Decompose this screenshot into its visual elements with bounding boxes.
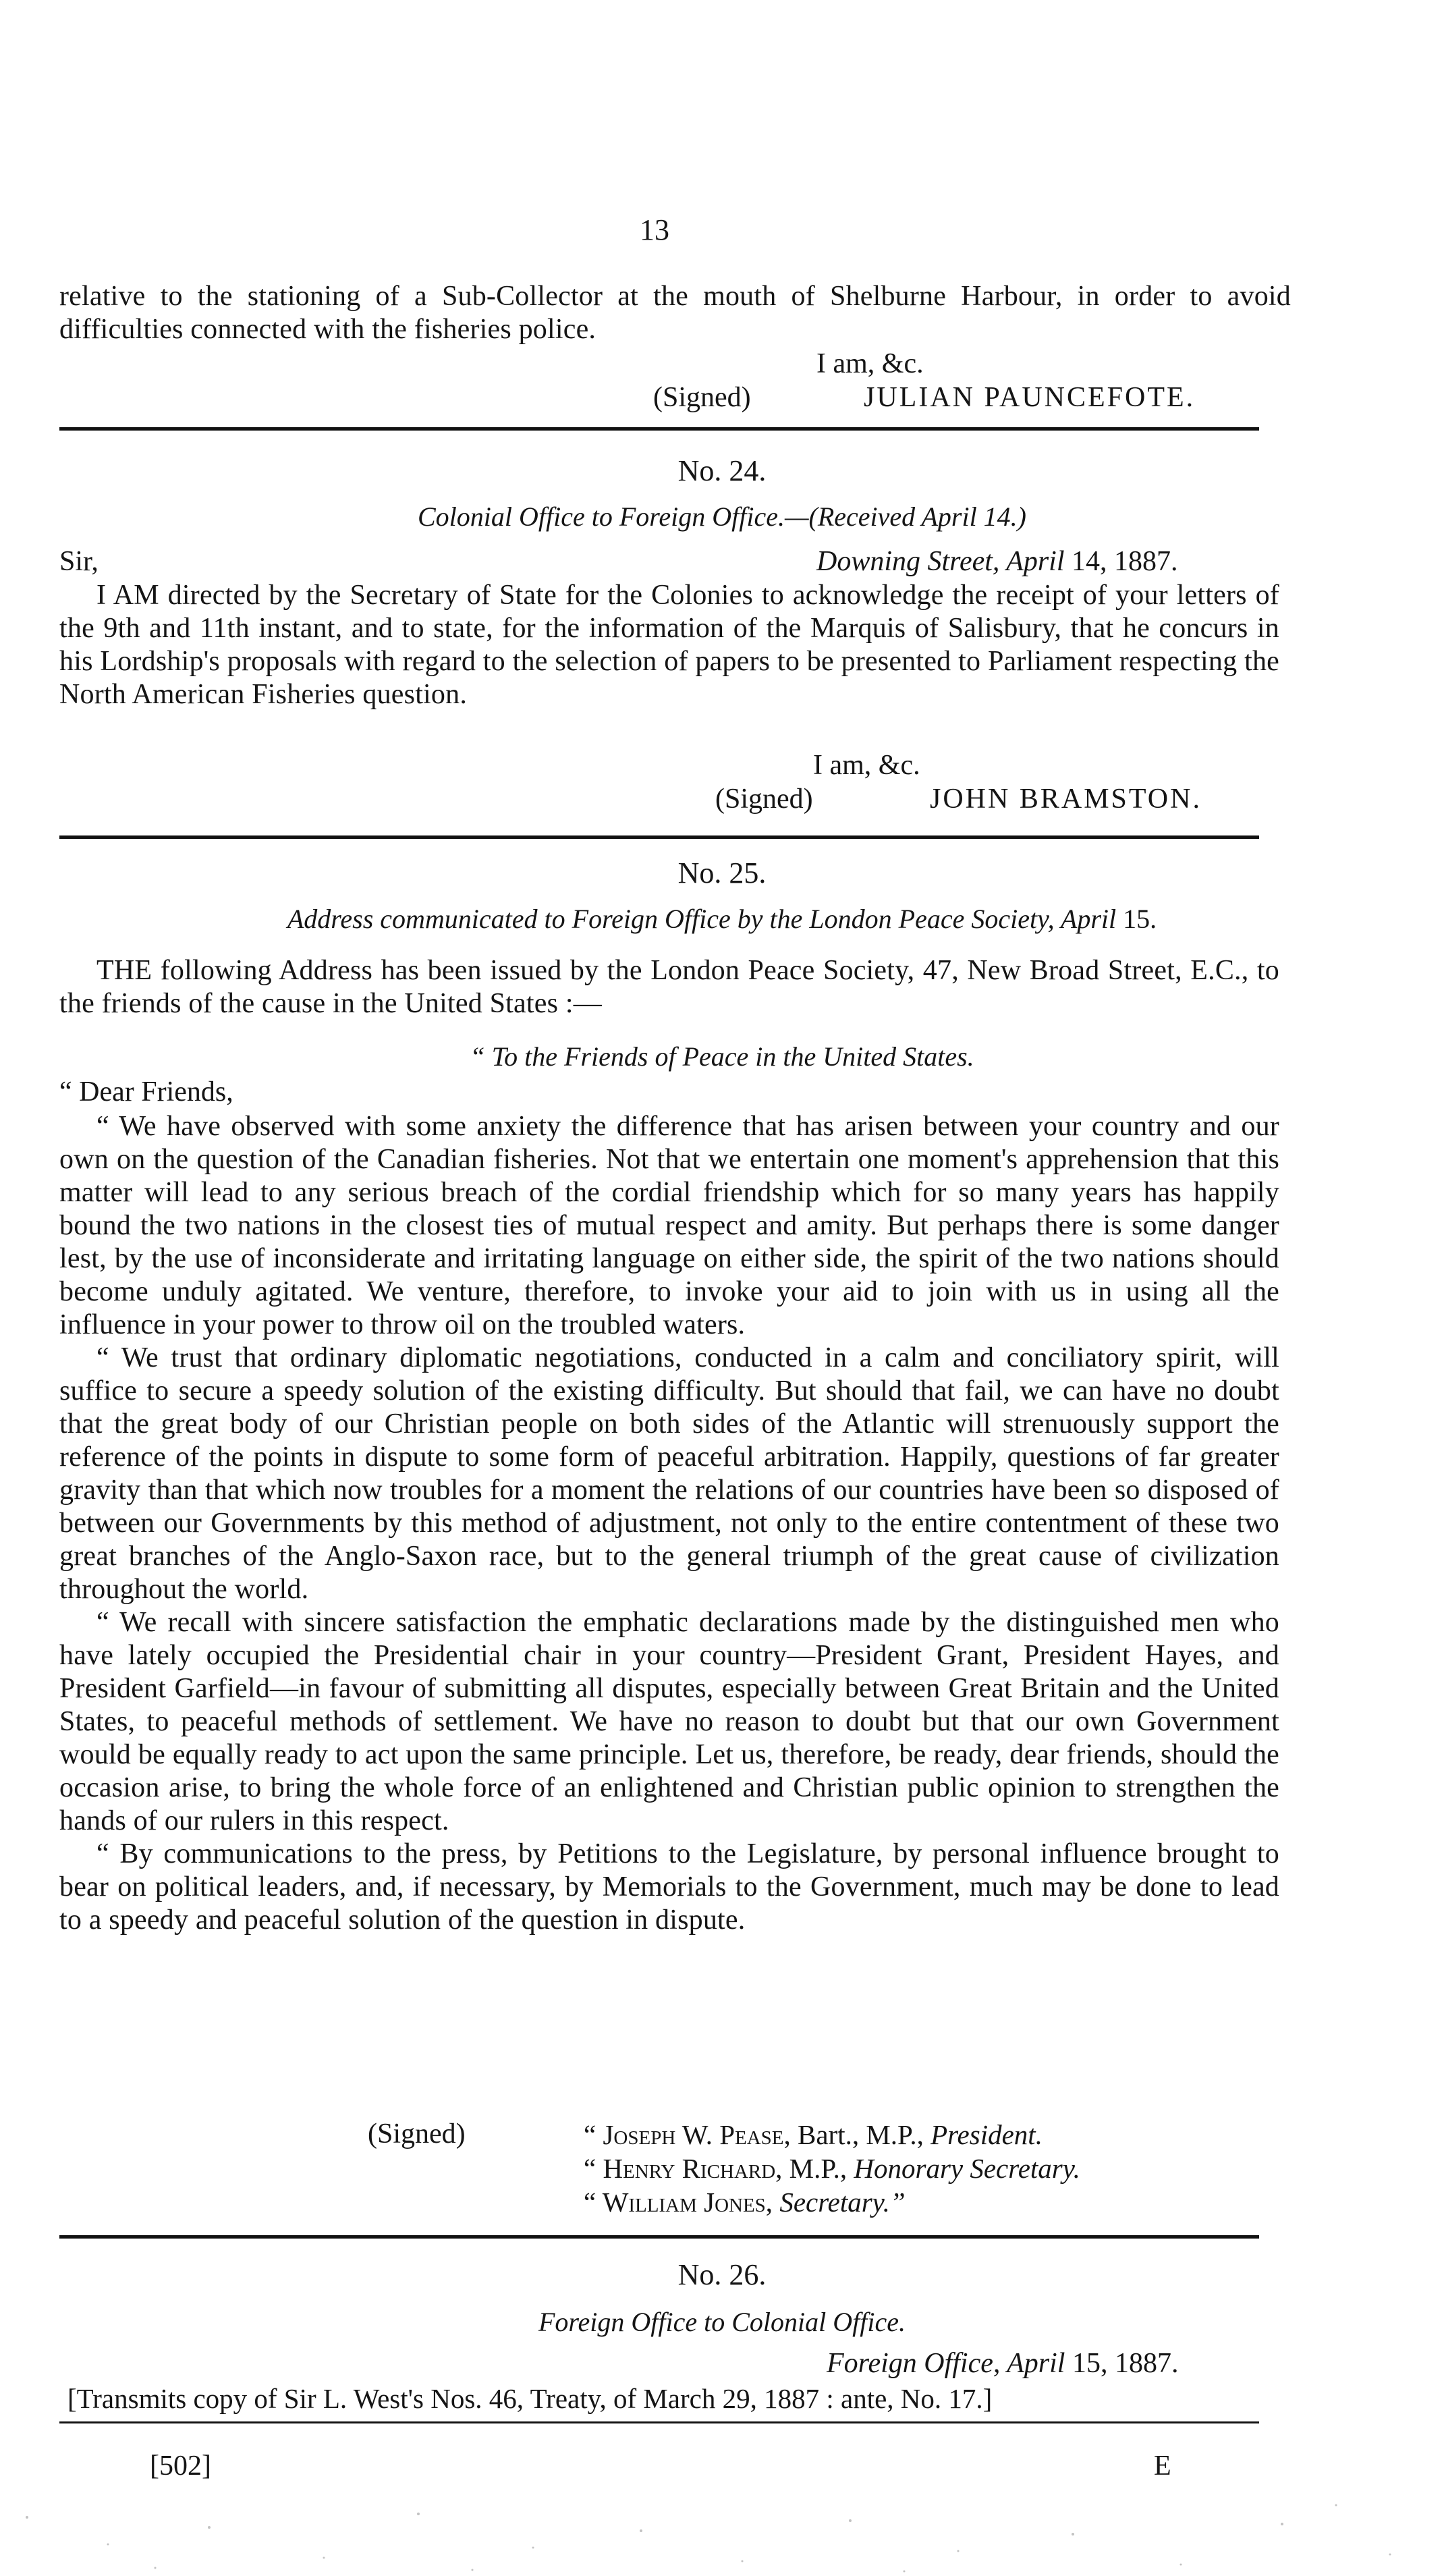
no24-number: No. 24. xyxy=(677,454,767,487)
continuation-closing: I am, &c. xyxy=(816,348,924,379)
no25-number: No. 25. xyxy=(677,856,767,889)
continuation-signatory: JULIAN PAUNCEFOTE. xyxy=(864,382,1196,413)
section-divider xyxy=(59,835,1259,839)
no26-summary: [Transmits copy of Sir L. West's Nos. 46, Treaty, of March 29, 1887 : ante, No. 17.] xyxy=(67,2383,993,2414)
signatory-role: Secretary.” xyxy=(779,2187,906,2218)
section-divider xyxy=(59,427,1259,431)
signatory-name: “ Joseph W. Pease, xyxy=(584,2119,791,2150)
no26-place-date xyxy=(827,2347,1178,2380)
no25-paragraph: “ We have observed with some anxiety the difference that has arisen between your country and our own on the question of the Canadian fisheries. Not that we entertain one moment's apprehension that this matter will lead to any serious breach of the cordial friendship which for so many years has happily bound the two nations in the closest ties of mutual respect and amity. But perhaps there is some danger lest, by the use of inconsiderate and irritating language on either side, the spirit of the two nations should become unduly agitated. We venture, therefore, to invoke your aid to join with us in using all the influence in your power to throw oil on the troubled waters. xyxy=(59,1111,1279,1340)
no25-paragraph: “ By communications to the press, by Petitions to the Legislature, by personal influence brought to bear on political leaders, and, if necessary, by Memorials to the Government, much may be done to lead to a speedy and peaceful solution of the question in dispute. xyxy=(59,1838,1279,1936)
no25-paragraph: “ We trust that ordinary diplomatic negotiations, conducted in a calm and conciliatory spirit, will suffice to secure a speedy solution of the existing difficulty. But should that fail, we can have no doubt that the great body of our Christian people on both sides of the Atlantic will strenuously support the reference of the points in dispute to some form of peaceful arbitration. Happily, questions of far greater gravity than that which now troubles for a moment the relations of our countries have been so disposed of between our Governments by this method of adjustment, not only to the entire contentment of these two great branches of the Anglo-Saxon race, but to the general triumph of the great cause of civilization throughout the world. xyxy=(59,1342,1279,1605)
no26-date: 15, 1887. xyxy=(1065,2348,1179,2379)
no25-signed-label: (Signed) xyxy=(368,2118,466,2149)
paper-speckle-decoration xyxy=(0,2497,1444,2576)
signatory-title xyxy=(773,2187,779,2218)
no26-number: No. 26. xyxy=(677,2258,767,2291)
signature-line xyxy=(584,2152,1080,2185)
no25-paragraph: “ We recall with sincere satisfaction the emphatic declarations made by the distinguished men who have lately occupied the Presidential chair in your country—President Grant, President Hayes, and President Garfield—in favour of submitting all disputes, especially between Great Britain and the United States, to peaceful methods of settlement. We have no reason to doubt but that our own Government would be equally ready to act upon the same principle. Let us, therefore, be ready, dear friends, should the occasion arise, to bring the whole force of an enlightened and Christian public opinion to strengthen the hands of our rulers in this respect. xyxy=(59,1607,1279,1836)
no24-closing: I am, &c. xyxy=(813,750,920,781)
signatory-name: “ Henry Richard, xyxy=(584,2153,783,2184)
no25-address-body xyxy=(59,1110,1279,1937)
signatory-name: “ William Jones, xyxy=(584,2187,773,2218)
no24-place-date xyxy=(816,545,1178,578)
no25-address-title: “ To the Friends of Peace in the United States. xyxy=(470,1041,974,1072)
signatory-title: M.P., xyxy=(782,2153,854,2184)
signatory-role: President. xyxy=(931,2119,1043,2150)
signature-mark: [502] xyxy=(150,2450,211,2482)
no25-heading-text: Address communicated to Foreign Office by the London Peace Society, April xyxy=(287,904,1117,934)
no24-signed-label: (Signed) xyxy=(715,784,813,815)
no24-heading: Colonial Office to Foreign Office.—(Received April 14.) xyxy=(417,501,1026,532)
signature-line xyxy=(584,2185,1080,2219)
no26-heading: Foreign Office to Colonial Office. xyxy=(538,2307,906,2337)
sheet-letter: E xyxy=(1154,2450,1171,2482)
no25-heading-date: 15. xyxy=(1116,904,1157,934)
no24-date: 14, 1887. xyxy=(1064,546,1178,577)
signature-line xyxy=(584,2118,1080,2152)
signatory-role: Honorary Secretary. xyxy=(854,2153,1080,2184)
no24-signatory: JOHN BRAMSTON. xyxy=(930,784,1202,815)
no25-heading xyxy=(0,903,1444,935)
no26-place: Foreign Office, April xyxy=(827,2348,1065,2379)
section-divider xyxy=(59,2421,1259,2423)
continuation-signed-label: (Signed) xyxy=(653,382,751,413)
signatory-title: Bart., M.P., xyxy=(790,2119,931,2150)
no25-signatures xyxy=(584,2118,1080,2219)
no24-salutation: Sir, xyxy=(59,546,99,577)
no24-body: I AM directed by the Secretary of State for the Colonies to acknowledge the receipt of your letters of the 9th and 11th instant, and to state, for the information of the Marquis of Salisbury, that he concurs in his Lordship's proposals with regard to the selection of papers to be presented to Parliament respecting the North American Fisheries question. xyxy=(59,580,1279,710)
continuation-text: relative to the stationing of a Sub-Collector at the mouth of Shelburne Harbour, in order to avoid difficulties connected with the fisheries police. xyxy=(59,281,1291,345)
page-number: 13 xyxy=(640,213,669,246)
no25-intro: THE following Address has been issued by the London Peace Society, 47, New Broad Street, E.C., to the friends of the cause in the United States :— xyxy=(59,955,1279,1019)
no24-place: Downing Street, April xyxy=(816,546,1065,577)
no25-salutation: “ Dear Friends, xyxy=(59,1076,233,1107)
section-divider xyxy=(59,2235,1259,2239)
